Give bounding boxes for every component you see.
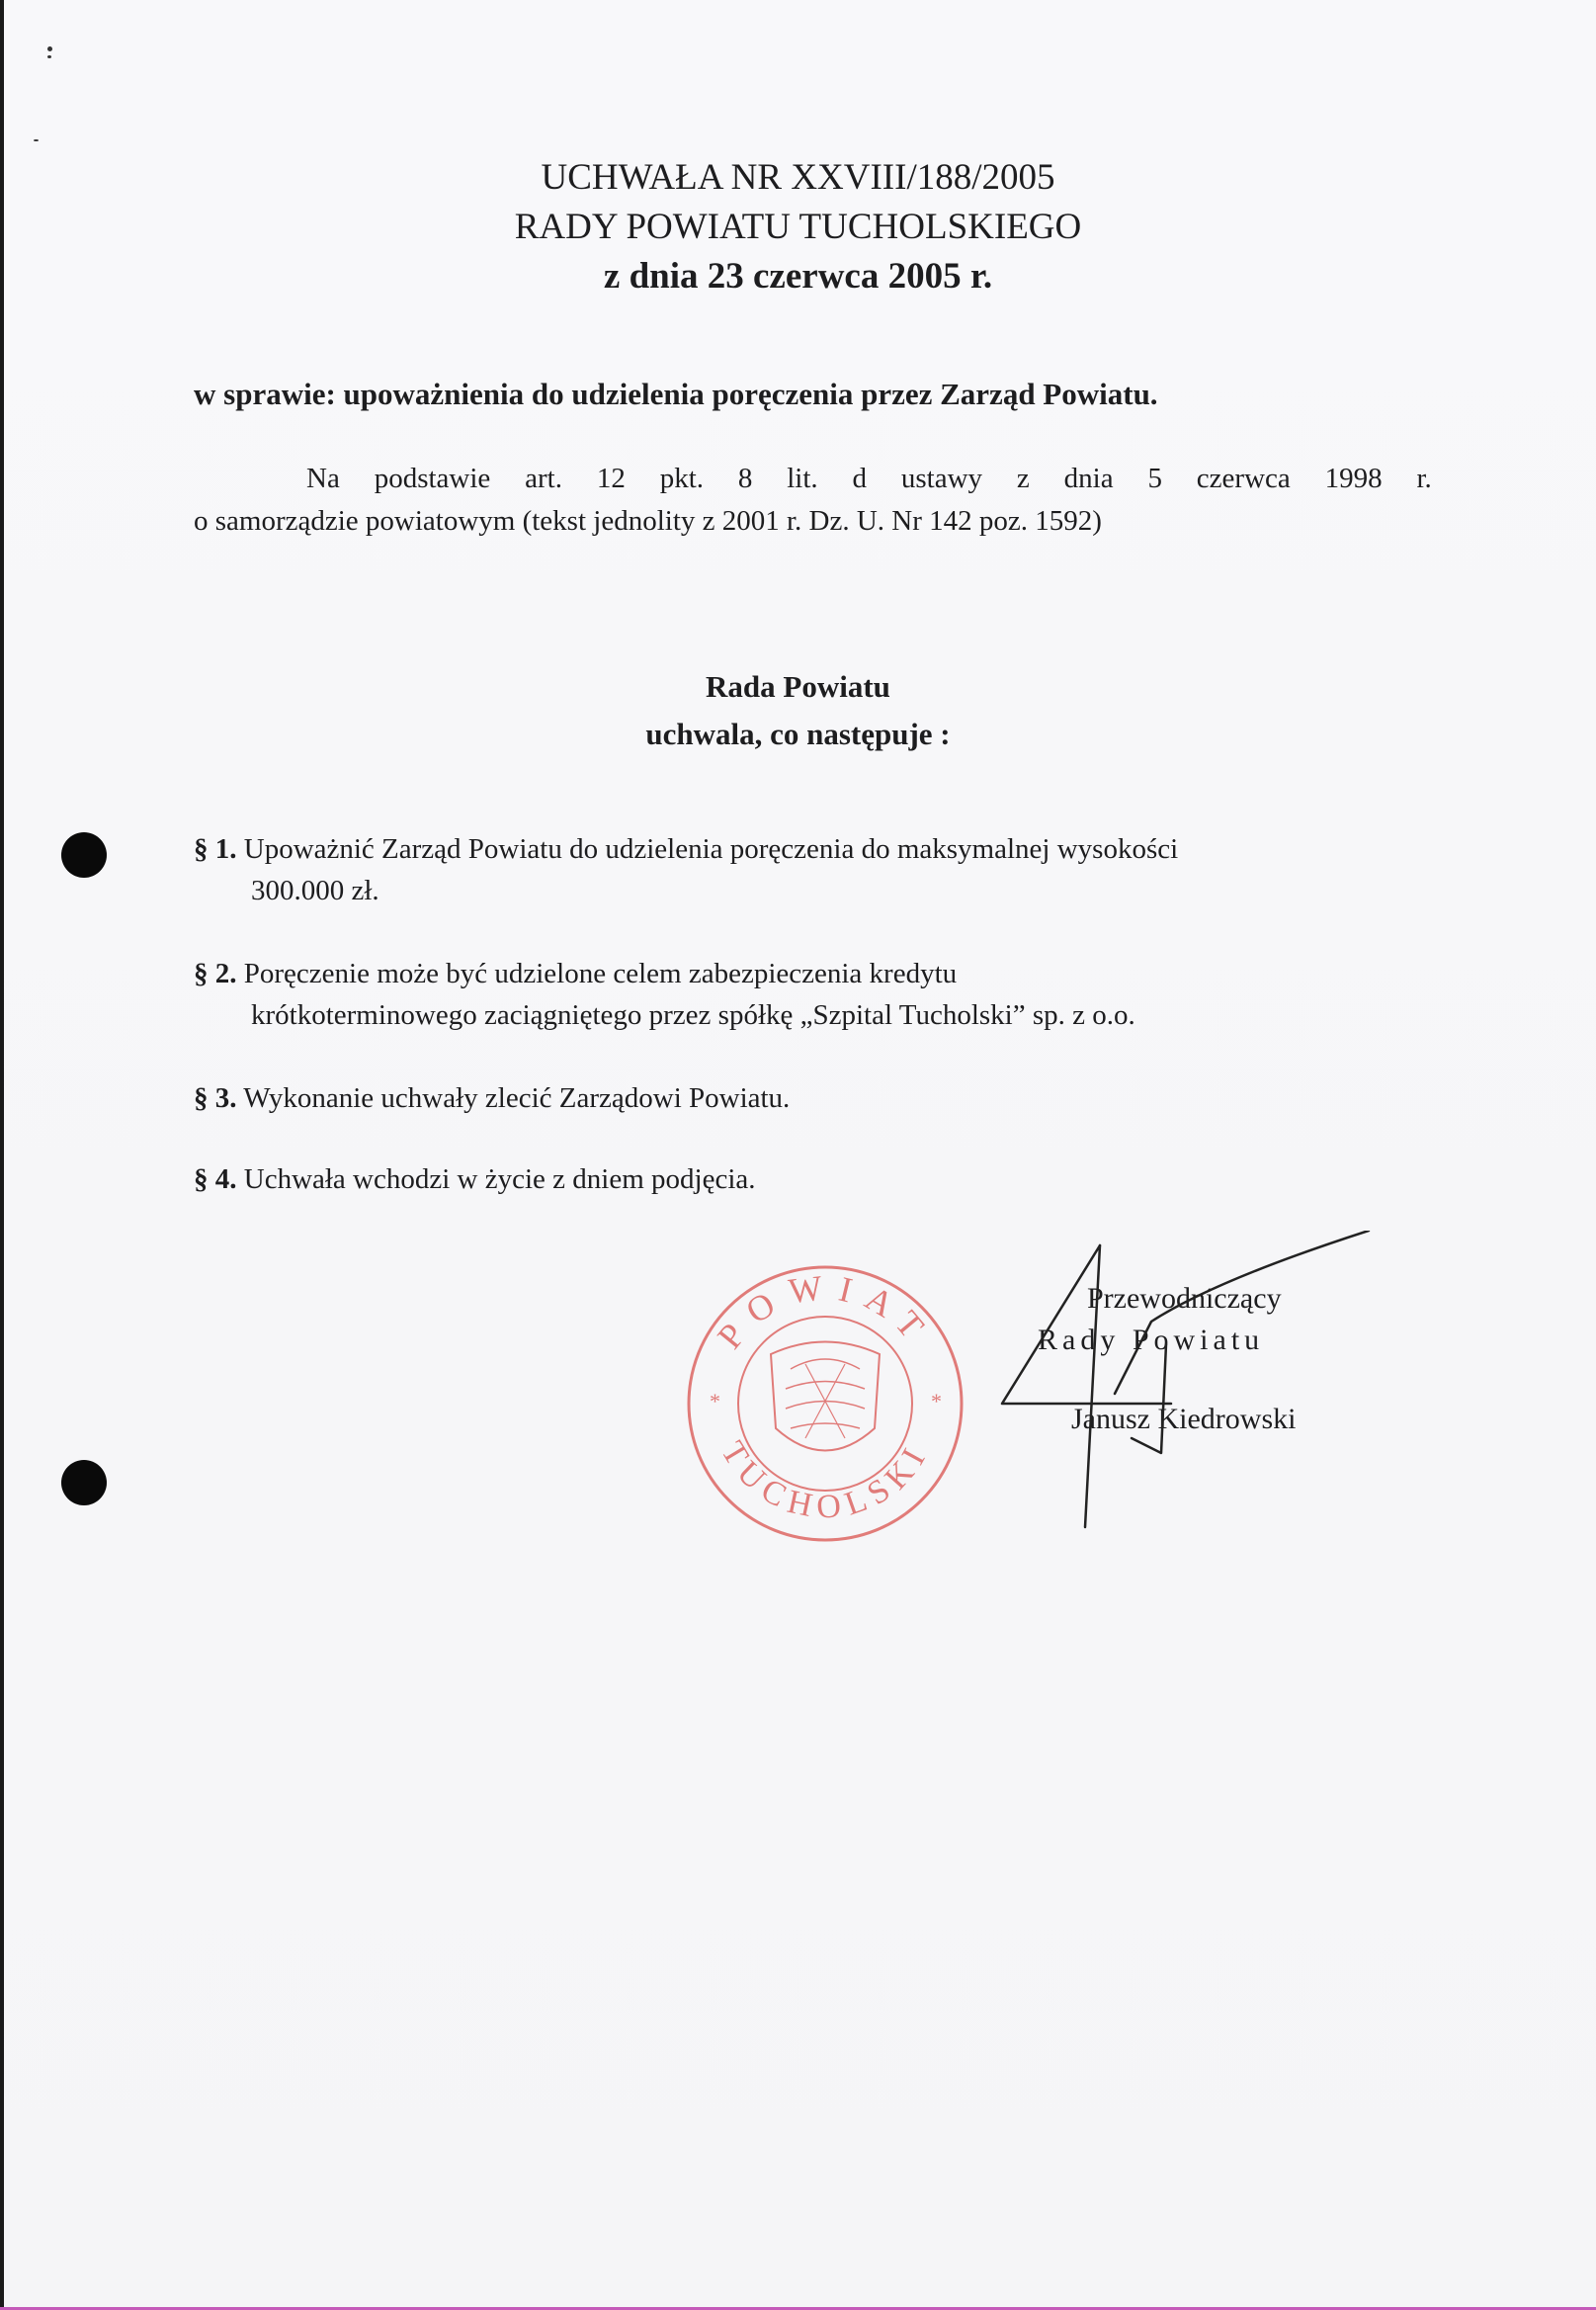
section-continuation: krótkoterminowego zaciągniętego przez spółkę „Szpital Tucholski” sp. z o.o.: [251, 999, 1135, 1031]
section-number: § 2.: [194, 958, 237, 989]
legal-basis-word: 5: [1147, 463, 1162, 494]
legal-basis-word: ustawy: [900, 463, 983, 494]
section-1: [194, 828, 1178, 911]
legal-basis-word: 8: [737, 463, 753, 494]
scan-speck: [47, 55, 51, 58]
resolution-date: z dnia 23 czerwca 2005 r.: [603, 256, 993, 297]
legal-basis-word: pkt.: [659, 463, 705, 494]
legal-basis-line-2: o samorządzie powiatowym (tekst jednolity z 2001 r. Dz. U. Nr 142 poz. 1592): [194, 505, 1102, 537]
section-text: Wykonanie uchwały zlecić Zarządowi Powiatu.: [243, 1082, 791, 1114]
scan-left-edge: [0, 0, 4, 2310]
legal-basis-word: d: [852, 463, 868, 494]
legal-basis-word: z: [1016, 463, 1030, 494]
scan-speck: [34, 139, 39, 141]
signatory-title-line-1: Przewodniczący: [1087, 1282, 1282, 1315]
document-header: [0, 153, 1596, 301]
section-2: [194, 953, 1135, 1036]
section-continuation: 300.000 zł.: [251, 875, 379, 906]
official-seal-stamp: [682, 1260, 968, 1547]
section-3: [194, 1077, 790, 1119]
signatory-name: Janusz Kiedrowski: [1071, 1403, 1297, 1435]
seal-top-text: POWIAT: [710, 1266, 941, 1356]
section-number: § 3.: [194, 1082, 237, 1114]
section-4: [194, 1158, 756, 1200]
legal-basis-word: 1998: [1324, 463, 1383, 494]
section-text: Poręczenie może być udzielone celem zabezpieczenia kredytu: [243, 958, 958, 989]
legal-basis-word: Na: [306, 463, 340, 494]
punch-hole: [61, 1460, 107, 1505]
section-text: Uchwała wchodzi w życie z dniem podjęcia.: [243, 1163, 756, 1195]
section-text: Upoważnić Zarząd Powiatu do udzielenia poręczenia do maksymalnej wysokości: [243, 833, 1179, 865]
resolution-subject: w sprawie: upoważnienia do udzielenia poręczenia przez Zarząd Powiatu.: [194, 377, 1158, 411]
legal-basis-word: r.: [1416, 463, 1432, 494]
legal-basis-word: dnia: [1063, 463, 1114, 494]
section-number: § 1.: [194, 833, 237, 865]
legal-basis-line-1: [194, 458, 1432, 500]
svg-text:TUCHOLSKI: [714, 1435, 936, 1526]
seal-star-right: *: [931, 1389, 942, 1413]
resolution-number: UCHWAŁA NR XXVIII/188/2005: [541, 157, 1055, 198]
seal-star-left: *: [710, 1389, 720, 1413]
seal-bottom-text: TUCHOLSKI: [714, 1435, 937, 1526]
section-number: § 4.: [194, 1163, 237, 1195]
council-heading: Rada Powiatu: [706, 669, 890, 704]
handwritten-signature: [988, 1231, 1384, 1537]
legal-basis-word: podstawie: [374, 463, 491, 494]
legal-basis-word: art.: [525, 463, 562, 494]
punch-hole: [61, 832, 107, 878]
scan-speck: [47, 46, 52, 51]
legal-basis-word: czerwca: [1196, 463, 1291, 494]
council-resolves: uchwala, co następuje :: [645, 717, 951, 751]
legal-basis-word: 12: [596, 463, 626, 494]
legal-basis: [194, 458, 1432, 543]
council-name: RADY POWIATU TUCHOLSKIEGO: [514, 207, 1082, 247]
council-block: [0, 663, 1596, 758]
signatory-title-line-2: Rady Powiatu: [1038, 1324, 1265, 1356]
legal-basis-word: lit.: [787, 463, 818, 494]
